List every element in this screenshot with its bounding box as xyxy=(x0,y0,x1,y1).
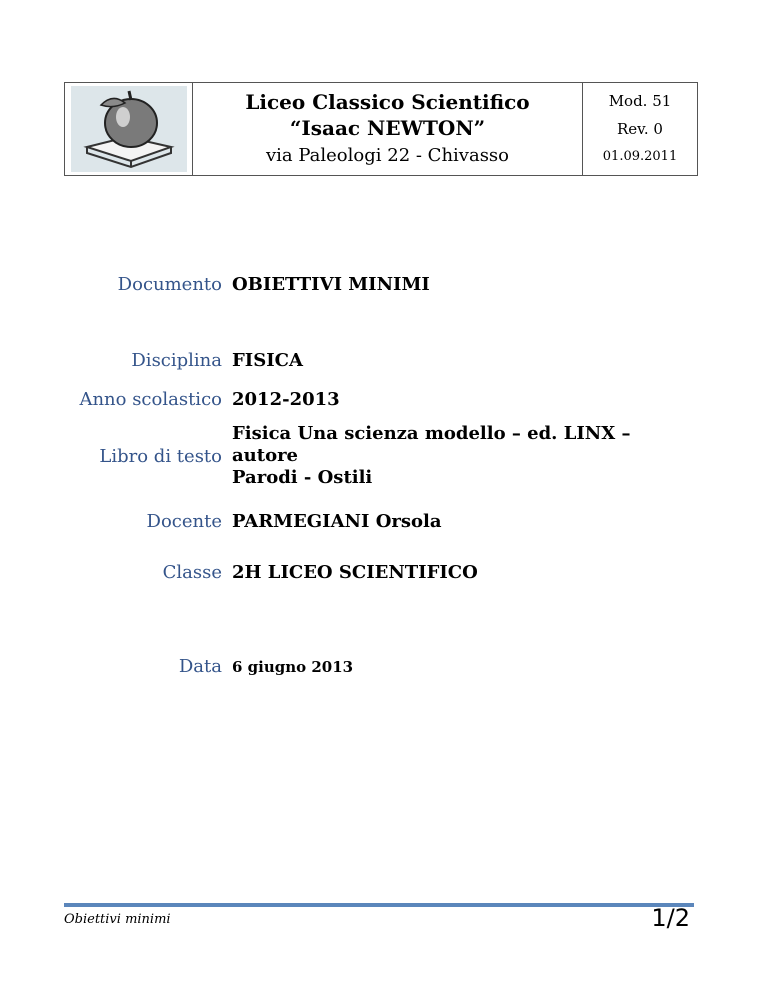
field-value: FISICA xyxy=(232,350,303,371)
page-number: 1/2 xyxy=(651,904,690,932)
footer-title: Obiettivi minimi xyxy=(64,912,171,927)
revision: Rev. 0 xyxy=(617,120,663,138)
school-address: via Paleologi 22 - Chivasso xyxy=(265,145,510,166)
module-info-cell xyxy=(583,83,697,175)
field-data xyxy=(0,656,353,677)
field-label: Docente xyxy=(146,511,222,532)
revision-date: 01.09.2011 xyxy=(602,149,678,164)
field-libro-di-testo xyxy=(0,423,702,489)
logo-cell xyxy=(65,83,193,175)
field-label: Libro di testo xyxy=(99,445,222,467)
module-number: Mod. 51 xyxy=(608,92,672,110)
school-title-cell xyxy=(193,83,583,175)
field-value-line: Parodi - Ostili xyxy=(232,467,373,488)
field-label: Disciplina xyxy=(131,350,222,371)
school-logo xyxy=(71,86,187,172)
field-label: Documento xyxy=(117,274,222,295)
field-documento xyxy=(0,274,430,295)
field-classe xyxy=(0,562,478,583)
field-label: Classe xyxy=(162,562,222,583)
school-dedication: “Isaac NEWTON” xyxy=(289,116,486,140)
field-disciplina xyxy=(0,350,303,371)
field-value: 6 giugno 2013 xyxy=(232,657,354,676)
field-docente xyxy=(0,511,442,532)
header-table xyxy=(64,82,698,176)
apple-book-icon xyxy=(79,89,179,169)
field-label: Anno scolastico xyxy=(79,389,222,410)
field-value-line: Fisica Una scienza modello – ed. LINX – autore xyxy=(232,423,631,466)
field-value: PARMEGIANI Orsola xyxy=(232,511,442,532)
field-value: OBIETTIVI MINIMI xyxy=(232,274,430,295)
field-value xyxy=(232,423,702,489)
school-name: Liceo Classico Scientifico xyxy=(245,90,530,114)
field-value: 2012-2013 xyxy=(232,389,340,410)
field-label: Data xyxy=(178,656,222,677)
field-value: 2H LICEO SCIENTIFICO xyxy=(232,562,478,583)
footer-rule xyxy=(64,903,694,907)
field-anno-scolastico xyxy=(0,389,340,410)
